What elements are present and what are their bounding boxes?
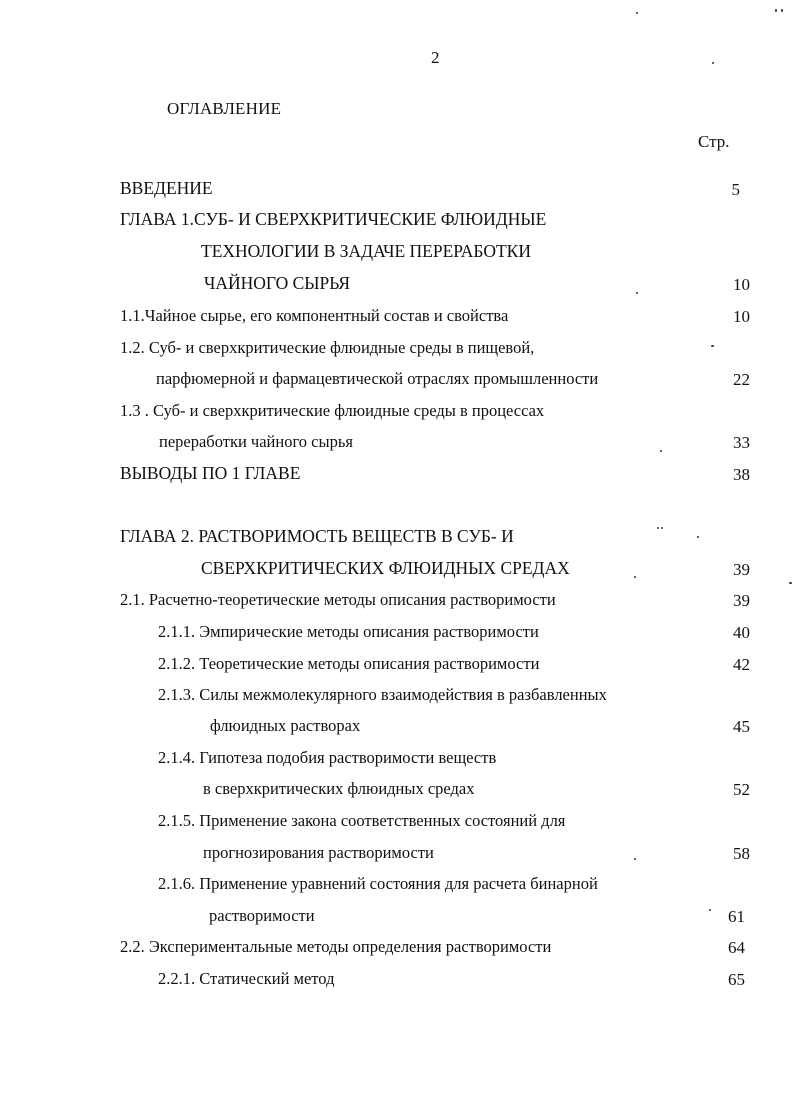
- toc-entry-page: 38: [733, 465, 750, 484]
- page-column-label: Стр.: [698, 132, 730, 151]
- toc-entry-page: 42: [733, 655, 750, 674]
- scan-speck: [781, 9, 783, 12]
- toc-entry-title-cont: флюидных растворах: [210, 716, 361, 735]
- toc-entry-page: 5: [731, 180, 740, 199]
- toc-entry-title: 2.1.3. Силы межмолекулярного взаимодействия в разбавленных: [158, 685, 607, 704]
- toc-entry-page: 39: [733, 591, 750, 610]
- scan-speck: [660, 450, 662, 452]
- toc-entry-page: 61: [728, 907, 745, 926]
- scan-speck: [657, 527, 659, 529]
- toc-entry-page: 40: [733, 623, 750, 642]
- toc-entry-title-cont: ТЕХНОЛОГИИ В ЗАДАЧЕ ПЕРЕРАБОТКИ: [201, 241, 531, 261]
- scan-speck: [634, 576, 636, 578]
- toc-entry-title-cont: парфюмерной и фармацевтической отраслях промышленности: [156, 369, 599, 388]
- toc-entry-title: 2.1.1. Эмпирические методы описания растворимости: [158, 622, 539, 641]
- toc-entry-title: 1.3 . Суб- и сверхкритические флюидные среды в процессах: [120, 401, 545, 420]
- toc-entry-title: 1.2. Суб- и сверхкритические флюидные среды в пищевой,: [120, 338, 535, 357]
- scan-speck: [636, 12, 638, 14]
- toc-entry-page: 10: [733, 307, 750, 326]
- scan-speck: [661, 527, 663, 529]
- toc-entry-page: 45: [733, 717, 750, 736]
- toc-heading: ОГЛАВЛЕНИЕ: [167, 99, 282, 118]
- scan-speck: [697, 536, 699, 538]
- toc-entry-title: 2.2.1. Статический метод: [158, 969, 335, 988]
- toc-entry-title-cont: СВЕРХКРИТИЧЕСКИХ ФЛЮИДНЫХ СРЕДАХ: [201, 558, 570, 578]
- toc-entry-title-cont: растворимости: [209, 906, 315, 925]
- toc-entry-title: 1.1.Чайное сырье, его компонентный состав и свойства: [120, 306, 509, 325]
- scan-speck: [636, 292, 638, 294]
- toc-entry-title: 2.1. Расчетно-теоретические методы описания растворимости: [120, 590, 556, 609]
- toc-entry-page: 22: [733, 370, 750, 389]
- toc-entry-title: 2.1.4. Гипотеза подобия растворимости веществ: [158, 748, 497, 767]
- scan-speck: [634, 858, 636, 860]
- toc-entry-page: 52: [733, 780, 750, 799]
- toc-entry-title-cont: переработки чайного сырья: [159, 432, 353, 451]
- toc-entry-page: 58: [733, 844, 750, 863]
- toc-entry-title-cont: прогнозирования растворимости: [203, 843, 434, 862]
- toc-entry-page: 64: [728, 938, 745, 957]
- toc-entry-title-cont: в сверхкритических флюидных средах: [203, 779, 475, 798]
- scan-speck: [789, 582, 792, 584]
- toc-entry-page: 65: [728, 970, 745, 989]
- toc-entry-title: 2.1.2. Теоретические методы описания растворимости: [158, 654, 540, 673]
- scan-speck: [711, 345, 714, 347]
- toc-entry-page: 39: [733, 560, 750, 579]
- toc-entry-title: 2.2. Экспериментальные методы определения растворимости: [120, 937, 552, 956]
- toc-entry-title: ГЛАВА 2. РАСТВОРИМОСТЬ ВЕЩЕСТВ В СУБ- И: [120, 526, 514, 546]
- page-number: 2: [431, 48, 440, 67]
- scan-speck: [709, 909, 711, 911]
- toc-entry-title: ГЛАВА 1.СУБ- И СВЕРХКРИТИЧЕСКИЕ ФЛЮИДНЫЕ: [120, 209, 547, 229]
- toc-entry-page: 10: [733, 275, 750, 294]
- toc-entry-title: ВВЕДЕНИЕ: [120, 178, 213, 198]
- toc-entry-title: ВЫВОДЫ ПО 1 ГЛАВЕ: [120, 463, 301, 483]
- toc-entry-page: 33: [733, 433, 750, 452]
- scan-speck: [712, 62, 714, 64]
- toc-entry-title: 2.1.5. Применение закона соответственных состояний для: [158, 811, 566, 830]
- scan-speck: [775, 9, 777, 12]
- toc-entry-title: 2.1.6. Применение уравнений состояния для расчета бинарной: [158, 874, 598, 893]
- toc-entry-title-cont: ЧАЙНОГО СЫРЬЯ: [204, 273, 351, 293]
